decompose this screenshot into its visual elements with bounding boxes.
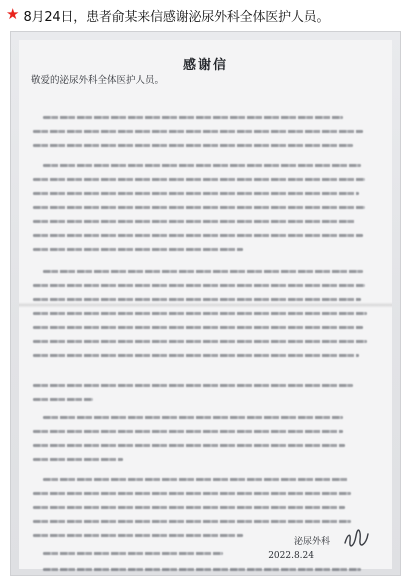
text-line [33, 492, 351, 495]
text-line [33, 192, 359, 195]
text-line [43, 552, 223, 555]
text-line [43, 116, 343, 119]
text-line [43, 568, 361, 571]
text-line [33, 248, 243, 251]
text-line [33, 384, 353, 387]
red-star-icon: ★ [6, 5, 20, 23]
text-line [43, 478, 349, 481]
letter-signer: 泌尿外科 [293, 537, 330, 547]
text-line [33, 326, 363, 329]
text-line [33, 506, 345, 509]
letter-title: 感谢信 [182, 58, 228, 73]
text-line [33, 130, 363, 133]
text-line [33, 206, 365, 209]
text-line [33, 444, 345, 447]
text-line [33, 220, 355, 223]
text-line [33, 520, 351, 523]
text-line [33, 234, 363, 237]
text-line [33, 144, 353, 147]
text-line [33, 430, 343, 433]
text-line [43, 270, 363, 273]
caption-bar [0, 0, 408, 30]
letter-body [19, 112, 392, 533]
caption-text: 8月24日，患者俞某来信感谢泌尿外科全体医护人员。 [23, 9, 330, 25]
text-line [33, 534, 243, 537]
text-line [33, 398, 93, 401]
text-line [33, 312, 367, 315]
text-line [33, 340, 367, 343]
letter-photo [10, 31, 401, 576]
text-line [33, 458, 123, 461]
paper-fold [19, 302, 392, 308]
text-line [43, 416, 343, 419]
text-line [43, 164, 361, 167]
letter-paper [19, 40, 392, 569]
text-line [33, 298, 361, 301]
handwritten-signature-icon [342, 527, 370, 549]
letter-salutation: 敬爱的泌尿外科全体医护人员。 [31, 75, 165, 86]
text-line [33, 284, 365, 287]
letter-date: 2022.8.24 [268, 551, 314, 561]
text-line [33, 178, 365, 181]
text-line [33, 354, 359, 357]
